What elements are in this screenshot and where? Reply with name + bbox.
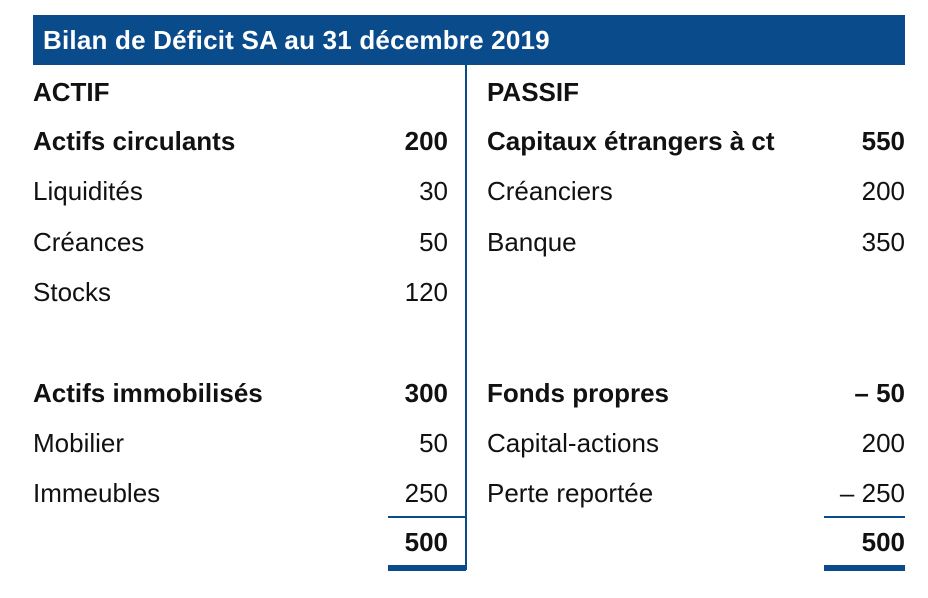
passif-row-label: Créanciers: [487, 175, 613, 206]
passif-heading-row: [487, 72, 905, 112]
title-bar: [33, 15, 905, 65]
passif-sum-rule: [824, 516, 905, 518]
passif-total: 500: [861, 526, 905, 557]
actif-heading: ACTIF: [33, 76, 110, 107]
passif-row-amount: 550: [861, 125, 905, 156]
actif-row-label: Actifs circulants: [33, 125, 236, 156]
actif-row-label: Créances: [33, 226, 145, 257]
passif-row-label: Capital-actions: [487, 427, 659, 458]
actif-row-amount: 300: [404, 377, 448, 408]
actif-row-label: Stocks: [33, 276, 112, 307]
passif-row: [487, 171, 905, 211]
actif-row: [33, 473, 448, 513]
passif-row-amount: 200: [861, 427, 905, 458]
passif-row: [487, 121, 905, 161]
actif-row: [33, 222, 448, 262]
passif-row: [487, 423, 905, 463]
actif-sum-rule: [388, 516, 466, 518]
actif-row-label: Immeubles: [33, 477, 161, 508]
actif-row-label: Mobilier: [33, 427, 125, 458]
passif-total-row: [487, 522, 905, 562]
passif-row-label: Banque: [487, 226, 577, 257]
actif-row-amount: 250: [404, 477, 448, 508]
passif-row: [487, 222, 905, 262]
passif-row-label: Perte reportée: [487, 477, 654, 508]
actif-row-amount: 30: [419, 175, 448, 206]
actif-total: 500: [404, 526, 448, 557]
passif-row-amount: 200: [861, 175, 905, 206]
actif-row-label: Liquidités: [33, 175, 143, 206]
passif-row-label: Fonds propres: [487, 377, 670, 408]
passif-row: [487, 373, 905, 413]
actif-row-amount: 50: [419, 226, 448, 257]
passif-row-label: Capitaux étrangers à ct: [487, 125, 775, 156]
actif-row: [33, 121, 448, 161]
passif-row-amount: – 50: [854, 377, 905, 408]
actif-row: [33, 423, 448, 463]
column-divider: [465, 65, 467, 570]
actif-row: [33, 373, 448, 413]
passif-heading: PASSIF: [487, 76, 579, 107]
passif-row-amount: – 250: [839, 477, 905, 508]
passif-row-amount: 350: [861, 226, 905, 257]
balance-sheet-title: Bilan de Déficit SA au 31 décembre 2019: [43, 24, 550, 55]
actif-row: [33, 171, 448, 211]
actif-row-amount: 50: [419, 427, 448, 458]
actif-row-label: Actifs immobilisés: [33, 377, 263, 408]
actif-row: [33, 272, 448, 312]
passif-row: [487, 473, 905, 513]
actif-row-amount: 200: [404, 125, 448, 156]
actif-total-underline: [388, 565, 466, 571]
actif-heading-row: [33, 72, 448, 112]
passif-total-underline: [824, 565, 905, 571]
actif-row-amount: 120: [404, 276, 448, 307]
actif-total-row: [33, 522, 448, 562]
